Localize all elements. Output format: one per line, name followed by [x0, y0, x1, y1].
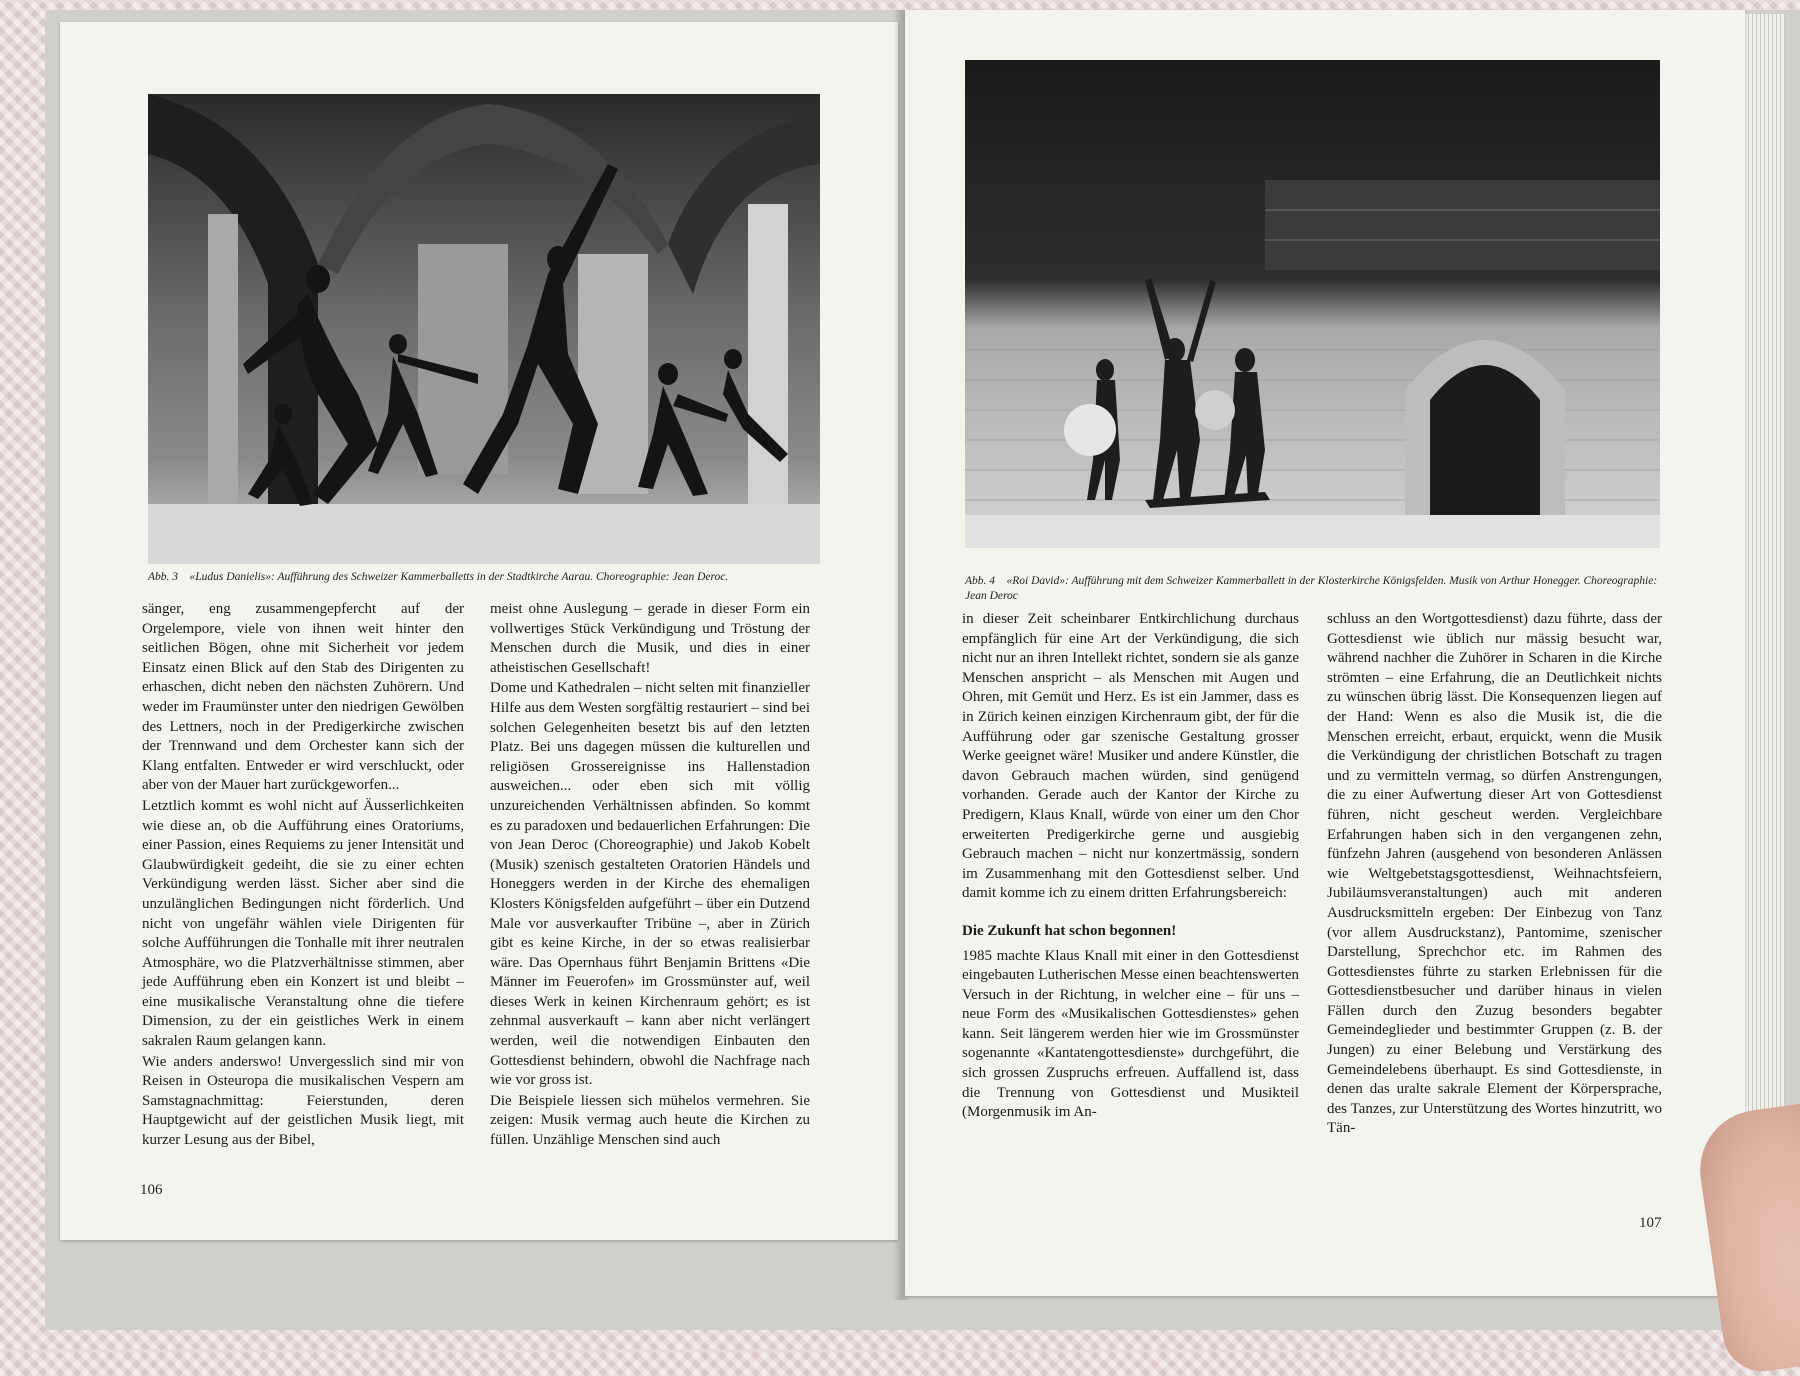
- left-page: [60, 22, 898, 1240]
- page-number-right: 107: [1639, 1215, 1662, 1231]
- paragraph: Die Beispiele liessen sich mühelos vermehren. Sie zeigen: Musik vermag auch heute die Kirchen zu füllen. Unzählige Menschen sind auch: [490, 1092, 810, 1149]
- roi-david-photo-image: [965, 60, 1660, 548]
- left-page-column-2: [490, 600, 810, 1151]
- paragraph: schluss an den Wortgottesdienst) dazu führte, dass der Gottesdienst wie üblich nur mässig besucht war, während nachher die Zuhörer in Scharen in die Kirche strömten – eine Erfahrung, die an Deutlichkeit nichts zu wünschen übrig lässt. Die Konsequenzen liegen auf der Hand: Wenn es also die Musik ist, die die Menschen erreicht, erbaut, erquickt, wenn die Musik die Verkündigung der christlichen Botschaft zu tragen und zu vermitteln vermag, so dürfen Anstrengungen, die zu einer Aufwertung dieser Art von Gottesdienst führen, nicht gescheut werden. Vergleichbare Erfahrungen haben sich in den vergangenen zehn, fünfzehn Jahren (ausgehend von besonderen Anlässen wie Weltgebetstagsgottesdienst, Weihnachtsfeiern, Jubiläumsveranstaltungen) auch mit anderen Ausdrucksmitteln ergeben: Der Einbezug von Tanz (vor allem Ausdruckstanz), Pantomime, szenischer Darstellung, Sprechchor etc. im Rahmen des Gottesdienstes führte zu starken Erlebnissen für die Gottesdienstbesucher und darüber hinaus in vielen Fällen durch den Zuzug besonders begabter Gemeindeglieder und bestimmter Gruppen (z. B. der Jungen) zu einer Belebung und Verstärkung des Gemeindelebens überhaupt. Es sind Gottesdienste, in denen das uralte sakrale Element der Körpersprache, des Tanzes, zur Unterstützung des Wortes hinzutritt, wo Tän-: [1327, 611, 1662, 1137]
- left-page-column-1: [142, 600, 464, 1151]
- paragraph: Dome und Kathedralen – nicht selten mit finanzieller Hilfe aus dem Westen sorgfältig restauriert – sind bei solchen Gelegenheiten besetzt bis auf den letzten Platz. Bei uns dagegen müssen die kulturellen und religiösen Grossereignisse ins Hallenstadion ausweichen... oder eben sich mit völlig unzureichenden Verhältnissen abfinden. So kommt es zu paradoxen und bedauerlichen Erfahrungen: Die von Jean Deroc (Choreographie) und Jakob Kobelt (Musik) szenisch gestalteten Oratorien Händels und Honeggers werden in der Kirche des ehemaligen Klosters Königsfelden aufgeführt – über ein Dutzend Male vor ausverkaufter Tribüne –, aber in Zürich gibt es keine Kirche, in der so etwas realisierbar wäre. Das Opernhaus führt Benjamin Brittens «Die Männer im Feuerofen» im Grossmünster auf, weil dieses Werk in keinen Kirchenraum gehört; es ist zehnmal ausverkauft – kann aber nicht verlängert werden, weil die notwendigen Einbauten den Gottesdienst behindern, obwohl die Nachfrage nach wie vor gross ist.: [490, 680, 810, 1089]
- paragraph: Wie anders anderswo! Unvergesslich sind mir von Reisen in Osteuropa die musikalischen Vespern am Samstagnachmittag: Feierstunden, deren Hauptgewicht auf der geistlichen Musik liegt, mit kurzer Lesung aus der Bibel,: [142, 1053, 464, 1149]
- right-page-column-2: [1327, 610, 1662, 1139]
- page-number-left: 106: [140, 1182, 163, 1198]
- paragraph: in dieser Zeit scheinbarer Entkirchlichung durchaus empfänglich für eine Art der Verkündigung, die sich nicht nur an ihren Intellekt richtet, sondern sie als ganze Menschen anspricht – als Menschen mit Augen und Ohren, mit Gemüt und Herz. Es ist ein Jammer, dass es in Zürich keinen einzigen Kirchenraum gibt, der für die Aufführung oder gar szenische Gestaltung grosser Werke geeignet wäre! Musiker und andere Künstler, die davon Gebrauch machen würden, sind genügend vorhanden. Gerade auch der Kantor der Kirche zu Predigern, Klaus Knall, würde von einer um den Chor erweiterten Predigerkirche gerne und ausgiebig Gebrauch machen – nicht nur konzertmässig, sondern im Zusammenhang mit den Gottesdienst selber. Und damit komme ich zu einem dritten Erfahrungsbereich:: [962, 611, 1299, 902]
- right-page-column-1: [962, 610, 1299, 1123]
- paragraph: 1985 machte Klaus Knall mit einer in den Gottesdienst eingebauten Lutherischen Messe einen beachtenswerten Versuch in der Richtung, in welcher eine – für uns – neue Form des «Musikalischen Gottesdienstes» gehen kann. Seit längerem werden hier wie im Grossmünster sogenannte «Kantatengottesdienste» durchgeführt, die sich grossen Zuspruchs erfreuen. Auffallend ist, dass die Trennung von Gottesdienst und Musikteil (Morgenmusik im An-: [962, 947, 1299, 1121]
- section-heading: Die Zukunft hat schon begonnen!: [962, 922, 1177, 939]
- paragraph: meist ohne Auslegung – gerade in dieser Form ein vollwertiges Stück Verkündigung und Tröstung der Menschen durch die Musik, und dies in einer atheistischen Gesellschaft!: [490, 601, 810, 676]
- page-stack-edge: [1745, 14, 1785, 1274]
- paragraph: Letztlich kommt es wohl nicht auf Äusserlichkeiten wie diese an, ob die Aufführung eines Oratoriums, einer Passion, eines Requiems zu jener Intensität und Glaubwürdigkeit gedeiht, die sie zu einer echten Verkündigung werden lässt. Sicher aber sind die unzulänglichen Bedingungen nicht förderlich. Und nicht von ungefähr wählen viele Dirigenten für solche Aufführungen die Tonhalle mit ihrer neutralen Atmosphäre, wo die Platzverhältnisse stimmen, aber jede Aufführung eben ein Konzert ist und bleibt – eine musikalische Veranstaltung ohne die tiefere Dimension, zu der ein geistliches Werk in einem sakralen Raum gelangen kann.: [142, 797, 464, 1050]
- figure-caption-abb-4: Abb. 4 «Roi David»: Aufführung mit dem Schweizer Kammerballett in der Klosterkirche Königsfelden. Musik von Arthur Honegger. Choreographie: Jean Deroc: [965, 575, 1658, 602]
- figure-caption-abb-3: Abb. 3 «Ludus Danielis»: Aufführung des Schweizer Kammerballetts in der Stadtkirche Aarau. Choreographie: Jean Deroc.: [148, 571, 729, 583]
- paragraph: sänger, eng zusammengepfercht auf der Orgelempore, viele von ihnen weit hinter den seitlichen Bögen, ohne mit Sicherheit vor jedem Einsatz einen Blick auf den Stab des Dirigenten zu erhaschen, dicht neben den nächsten Zuhörern. Und weder im Fraumünster unter den niedrigen Gewölben des Lettners, noch in der Predigerkirche zwischen der Trennwand und dem Orchester kann sich der Klang entfalten. Entweder er wird verschluckt, oder aber von der Mauer hart zurückgeworfen...: [142, 601, 464, 794]
- hand-holding-book: [1692, 1104, 1800, 1376]
- right-page: [905, 10, 1745, 1296]
- photo-ballet-stadtkirche-aarau: [148, 94, 820, 564]
- photo-roi-david-koenigsfelden: [965, 60, 1660, 548]
- ballet-photo-image: [148, 94, 820, 564]
